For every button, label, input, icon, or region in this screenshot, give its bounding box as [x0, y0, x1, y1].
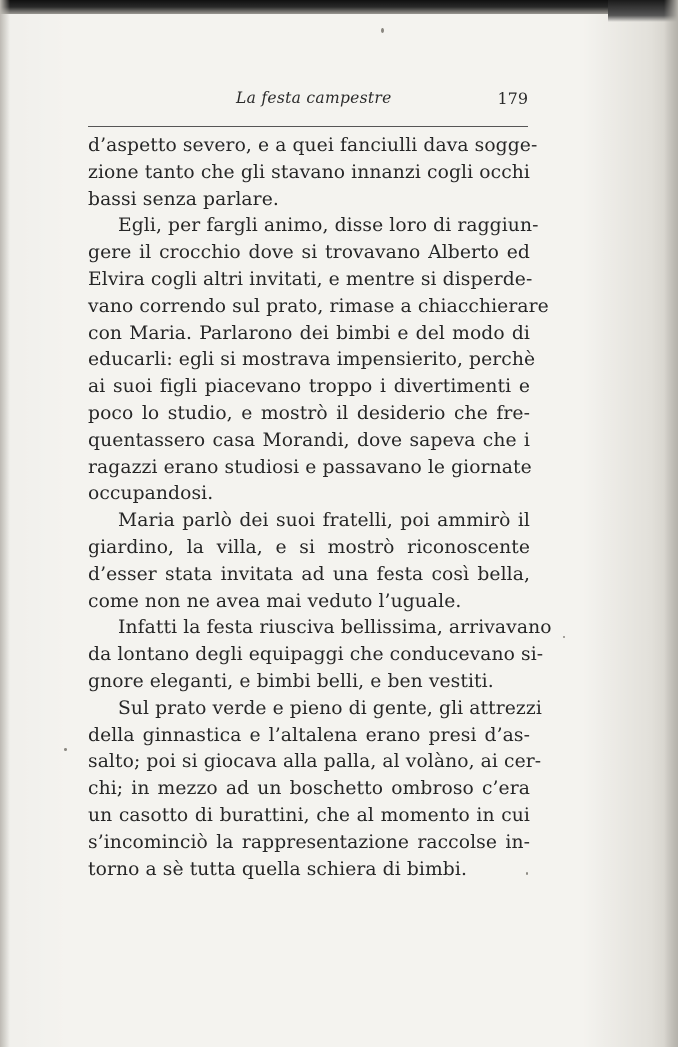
text-line: Maria parlò dei suoi fratelli, poi ammirò il [118, 510, 530, 532]
text-line: torno a sè tutta quella schiera di bimbi. [88, 858, 467, 880]
paper-speck [64, 748, 67, 751]
text-line: con Maria. Parlarono dei bimbi e del modo di [88, 322, 530, 344]
text-line: Sul prato verde e pieno di gente, gli attrezzi [118, 697, 542, 719]
paragraph [88, 615, 552, 695]
paper-speck [563, 636, 565, 638]
text-line: salto; poi si giocava alla palla, al volàno, ai cer- [88, 751, 542, 773]
text-line: giardino, la villa, e si mostrò riconoscente [88, 536, 530, 558]
text-line: ragazzi erano studiosi e passavano le giornate [88, 456, 532, 478]
paper-speck [526, 872, 528, 875]
text-line: un casotto di burattini, che al momento in cui [88, 804, 530, 826]
paragraph [88, 213, 549, 508]
text-line: come non ne avea mai veduto l’uguale. [88, 590, 462, 612]
text-line: Elvira cogli altri invitati, e mentre si disperde- [88, 268, 533, 290]
text-line: zione tanto che gli stavano innanzi cogli occhi [88, 161, 530, 183]
page-left-shadow [0, 0, 10, 1047]
header-rule [88, 126, 528, 127]
text-line: s’incominciò la rappresentazione raccolse in- [88, 831, 530, 853]
page-number: 179 [497, 89, 528, 108]
text-line: ai suoi figli piacevano troppo i divertimenti e [88, 376, 530, 398]
text-line: della ginnastica e l’altalena erano presi d’as- [88, 724, 530, 746]
text-line: poco lo studio, e mostrò il desiderio che fre- [88, 402, 530, 424]
text-line: quentassero casa Morandi, dove sapeva che i [88, 429, 530, 451]
paragraph [88, 508, 530, 615]
scan-top-edge [0, 0, 678, 14]
text-line: da lontano degli equipaggi che conducevano si- [88, 644, 544, 666]
text-line: bassi senza parlare. [88, 188, 279, 210]
paragraph [88, 696, 542, 884]
text-line: gere il crocchio dove si trovavano Alberto ed [88, 242, 530, 264]
text-line: chi; in mezzo ad un boschetto ombroso c’era [88, 778, 530, 800]
text-line: vano correndo sul prato, rimase a chiacchierare [88, 295, 549, 317]
text-line: d’aspetto severo, e a quei fanciulli dava sogge- [88, 135, 538, 156]
text-line: Infatti la festa riusciva bellissima, arrivavano [118, 617, 552, 639]
page-header [88, 84, 528, 114]
running-title: La festa campestre [236, 89, 392, 107]
text-line: Egli, per fargli animo, disse loro di raggiun- [118, 215, 539, 237]
paragraph [88, 133, 538, 213]
text-line: educarli: egli si mostrava impensierito, perchè [88, 349, 536, 371]
body-text [88, 133, 552, 883]
page-right-shadow [664, 0, 678, 1047]
text-line: gnore eleganti, e bimbi belli, e ben vestiti. [88, 670, 494, 692]
text-line: occupandosi. [88, 483, 214, 505]
text-line: d’esser stata invitata ad una festa così bella, [88, 563, 530, 585]
paper-speck [381, 28, 384, 33]
